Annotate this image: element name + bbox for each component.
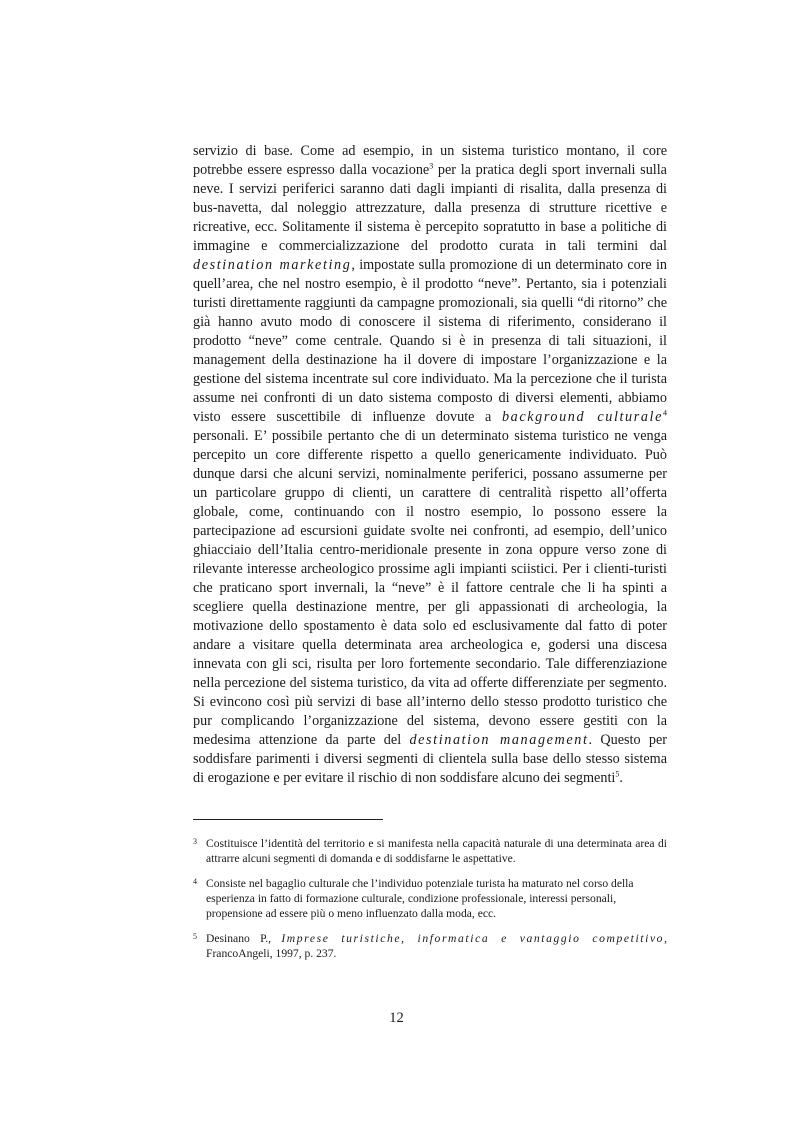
body-text-segment: . (619, 770, 623, 786)
page-body (193, 142, 667, 788)
footnote-4 (193, 876, 667, 921)
footnote-text: Desinano P., (206, 932, 282, 945)
emphasis-destination-marketing: destination marketing (193, 257, 352, 273)
body-text-segment: , impostate sulla promozione di un determinato core in quell’area, che nel nostro esempio, è il prodotto “neve”. Pertanto, sia i potenziali turisti direttamente raggiunti da campagne promozionali, sia quelli “di ritorno” che già hanno avuto modo di conoscere il sistema di riferimento, considerano il prodotto “neve” come centrale. Quando si è in presenza di tali situazioni, il management della destinazione ha il dovere di impostare l’organizzazione e la gestione del sistema incentrate sul core individuato. Ma la percezione che il turista assume nei confronti di un dato sistema composto di diversi elementi, abbiamo visto essere suscettibile di influenze dovute a (193, 257, 667, 425)
page-number: 12 (389, 1010, 404, 1026)
body-text-segment: personali. E’ possibile pertanto che di un determinato sistema turistico ne venga percepito un core differente rispetto a quello genericamente individuato. Può dunque darsi che alcuni servizi, nominalmente periferici, possano assumerne per un particolare gruppo di clienti, un carattere di centralità rispetto all’offerta globale, come, continuando con il nostro esempio, lo possono essere la partecipazione ad escursioni guidate svolte nei confronti, ad esempio, dell’unico ghiacciaio dell’Italia centro-meridionale presente in zona oppure verso zone di rilevante interesse archeologico prossime agli impianti sciistici. Per i clienti-turisti che praticano sport invernali, la “neve” è il fattore centrale che li ha spinti a scegliere quella destinazione mentre, per gli appassionati di archeologia, la motivazione dello spostamento è data solo ed esclusivamente dal fatto di poter andare a visitare quella determinata area archeologica e, godersi una discesa innevata con gli sci, risulta per loro fortemente secondario. Tale differenziazione nella percezione del sistema turistico, da vita ad offerte differenziate per segmento. Si evincono così più servizi di base all’interno dello stesso prodotto turistico che pur complicando l’organizzazione del sistema, devono essere gestiti con la medesima attenzione da parte del (193, 428, 667, 748)
emphasis-background-culturale: background culturale (501, 409, 663, 425)
footnote-number: 3 (193, 837, 197, 846)
body-text-segment: . Questo per soddisfare parimenti i diversi segmenti di clientela sulla base dello stesso sistema di erogazione e per evitare il rischio di non soddisfare alcuno dei segmenti (193, 732, 667, 786)
body-paragraph (193, 142, 667, 788)
footnote-3 (193, 836, 667, 866)
emphasis-destination-management: destination management (409, 732, 589, 748)
footnote-ref-3[interactable]: 3 (429, 161, 434, 171)
footnote-text: Costituisce l’identità del territorio e si manifesta nella capacità naturale di una determinata area di attrarre alcuni segmenti di domanda e di soddisfarne le aspettative. (206, 837, 667, 865)
footnote-book-title: Imprese turistiche, informatica e vantaggio competitivo (281, 932, 665, 945)
footnote-text: , FrancoAngeli, 1997, p. 237. (206, 932, 667, 960)
footnote-number: 5 (193, 932, 197, 941)
body-text-segment: per la pratica degli sport invernali sulla neve. I servizi periferici saranno dati dagli impianti di risalita, dalla presenza di bus-navetta, dal noleggio attrezzature, dalla presenza di strutture ricettive e ricreative, ecc. Solitamente il sistema è percepito sopratutto in base a politiche di immagine e commercializzazione del prodotto curata in tali termini dal (193, 162, 667, 254)
footnote-separator (193, 819, 383, 820)
footnote-text: Consiste nel bagaglio culturale che l’individuo potenziale turista ha maturato nel corso della esperienza in fatto di formazione culturale, condizione professionale, interessi personali, propensione ad essere più o meno influenzato dalla moda, ecc. (206, 877, 634, 920)
footnote-ref-4[interactable]: 4 (663, 408, 667, 418)
footnotes (193, 836, 667, 971)
body-text-segment: servizio di base. Come ad esempio, in un sistema turistico montano, il core potrebbe essere espresso dalla vocazione (193, 143, 667, 178)
footnote-number: 4 (193, 877, 197, 886)
footnote-ref-5[interactable]: 5 (615, 769, 620, 779)
footnote-5 (193, 931, 667, 961)
